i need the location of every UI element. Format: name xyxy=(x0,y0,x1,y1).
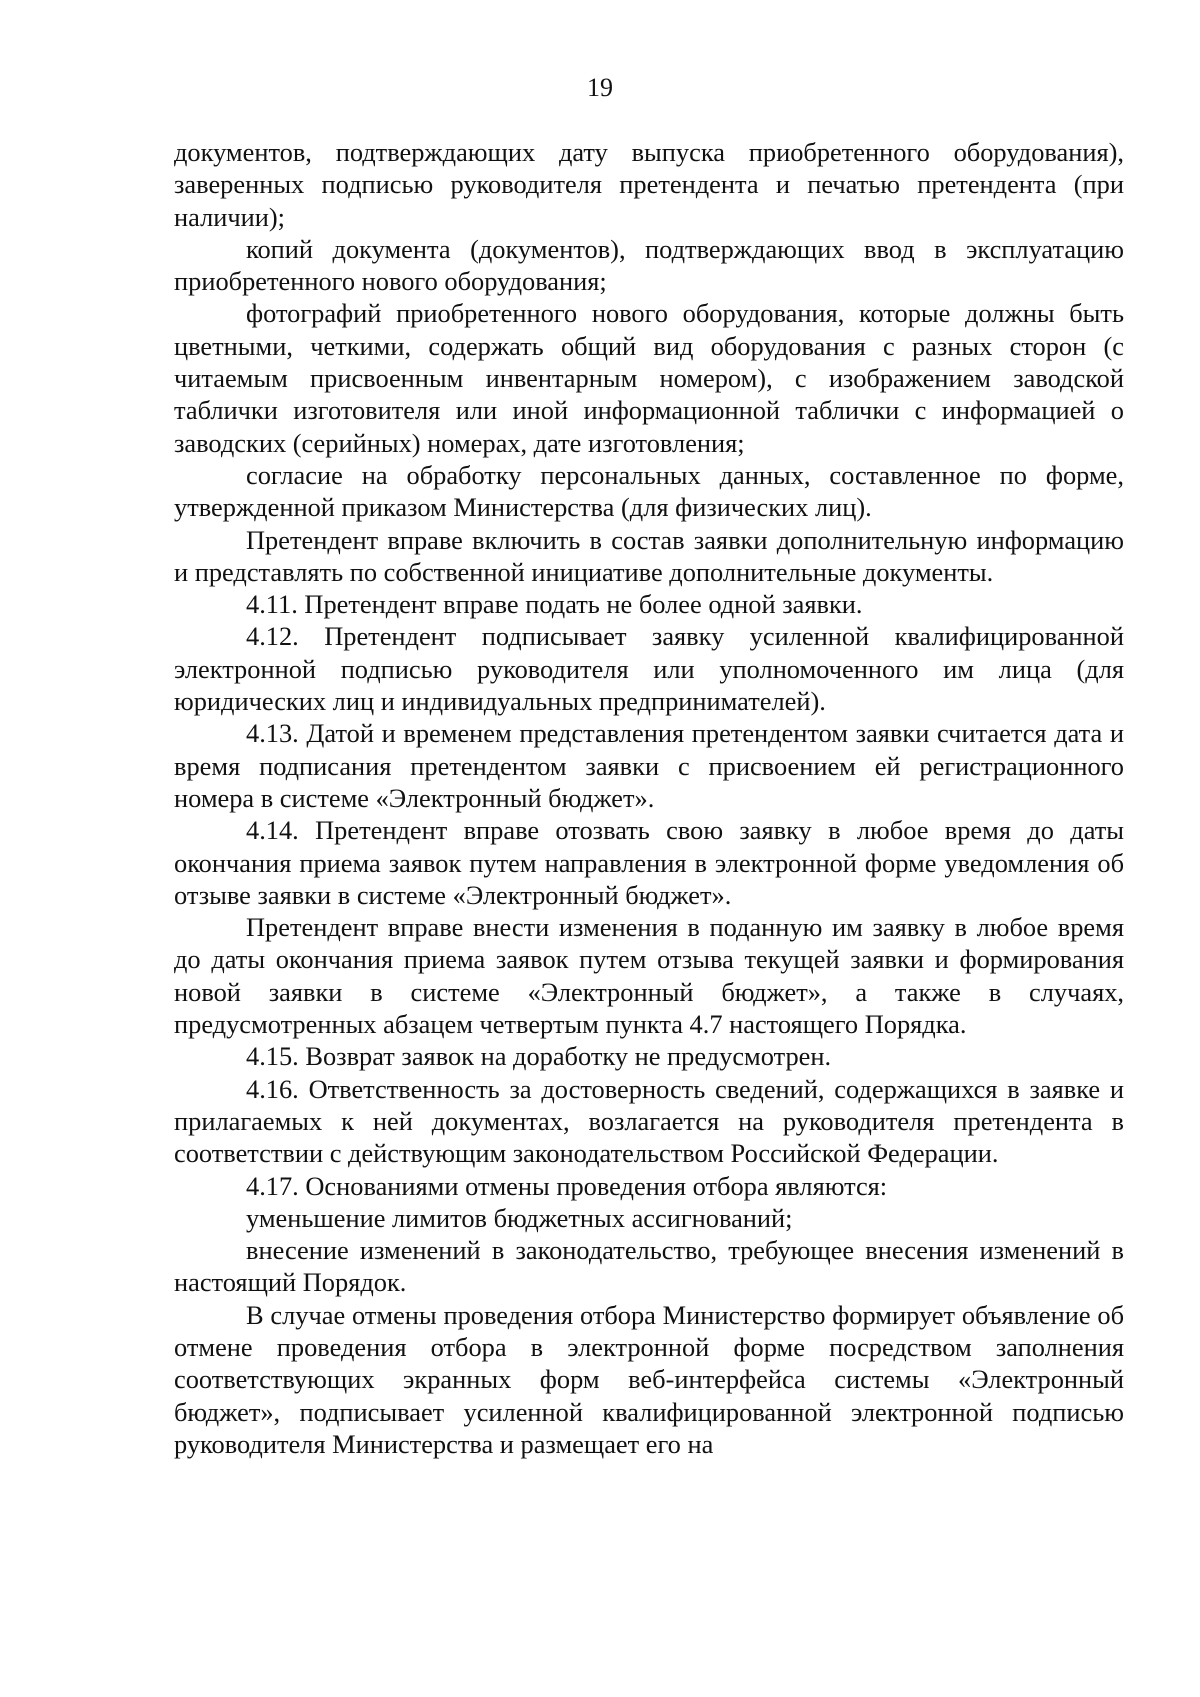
paragraph: внесение изменений в законодательство, требующее внесения изменений в настоящий Порядок. xyxy=(174,1235,1124,1298)
paragraph: документов, подтверждающих дату выпуска приобретенного оборудования), заверенных подписью руководителя претендента и печатью претендента (при наличии); xyxy=(174,137,1124,232)
paragraph: 4.12. Претендент подписывает заявку усиленной квалифицированной электронной подписью руководителя или уполномоченного им лица (для юридических лиц и индивидуальных предпринимателей). xyxy=(174,621,1124,717)
document-text-body xyxy=(174,136,1124,1460)
paragraph: 4.16. Ответственность за достоверность сведений, содержащихся в заявке и прилагаемых к ней документах, возлагается на руководителя претендента в соответствии с действующим законодательством Российской Федерации. xyxy=(174,1073,1124,1169)
paragraph: 4.15. Возврат заявок на доработку не предусмотрен. xyxy=(246,1041,832,1072)
paragraph: согласие на обработку персональных данных, составленное по форме, утвержденной приказом Министерства (для физических лиц). xyxy=(174,459,1124,523)
paragraph: уменьшение лимитов бюджетных ассигнований; xyxy=(246,1202,793,1233)
paragraph: 4.11. Претендент вправе подать не более одной заявки. xyxy=(246,589,863,620)
paragraph: фотографий приобретенного нового оборудования, которые должны быть цветными, четкими, содержать общий вид оборудования с разных сторон (с читаемым присвоенным инвентарным номером), с изображением заводской таблички изготовителя или иной информационной таблички с информацией о заводских (серийных) номерах, дате изготовления; xyxy=(174,298,1124,458)
page-number: 19 xyxy=(587,73,613,102)
paragraph: 4.14. Претендент вправе отозвать свою заявку в любое время до даты окончания приема заявок путем направления в электронной форме уведомления об отзыве заявки в системе «Электронный бюджет». xyxy=(174,815,1124,910)
paragraph: Претендент вправе внести изменения в поданную им заявку в любое время до даты окончания приема заявок путем отзыва текущей заявки и формирования новой заявки в системе «Электронный бюджет», а также в случаях, предусмотренных абзацем четвертым пункта 4.7 настоящего Порядка. xyxy=(174,912,1124,1040)
paragraph: Претендент вправе включить в состав заявки дополнительную информацию и представлять по собственной инициативе дополнительные документы. xyxy=(174,524,1124,587)
paragraph: В случае отмены проведения отбора Министерство формирует объявление об отмене проведения отбора в электронной форме посредством заполнения соответствующих экранных форм веб-интерфейса системы «Электронный бюджет», подписывает усиленной квалифицированной электронной подписью руководителя Министерства и размещает его на xyxy=(174,1299,1124,1459)
paragraph: 4.13. Датой и временем представления претендентом заявки считается дата и время подписания претендентом заявки с присвоением ей регистрационного номера в системе «Электронный бюджет». xyxy=(174,718,1124,813)
paragraph: 4.17. Основаниями отмены проведения отбора являются: xyxy=(246,1170,888,1201)
paragraph: копий документа (документов), подтверждающих ввод в эксплуатацию приобретенного нового оборудования; xyxy=(174,233,1124,297)
